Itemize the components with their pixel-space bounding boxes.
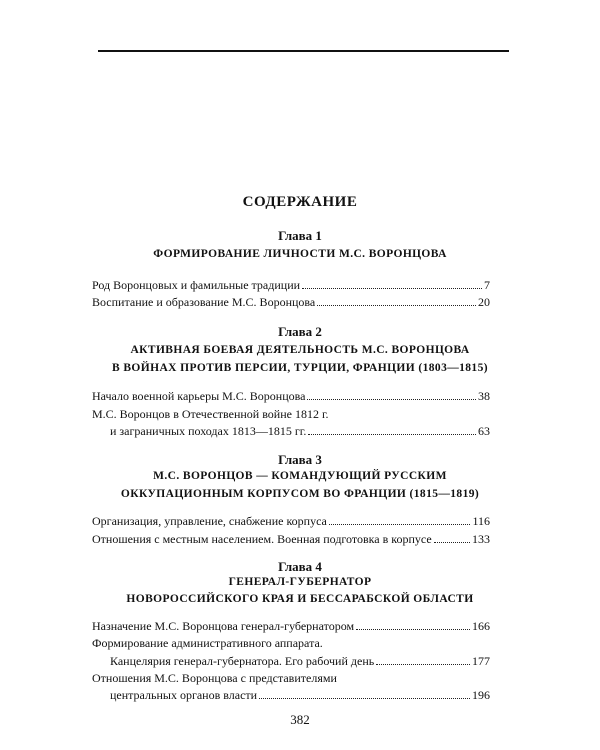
toc-entry-text: Организация, управление, снабжение корпуса (92, 514, 327, 528)
toc-entry-page: 177 (472, 654, 490, 668)
dot-leader (302, 279, 482, 289)
toc-entry-page: 7 (484, 278, 490, 292)
toc-entry-continuation: Канцелярия генерал-губернатора. Его рабочий день (110, 654, 375, 668)
chapter-1-label: Глава 1 (278, 228, 322, 243)
toc-entry[interactable] (110, 424, 490, 441)
chapter-1-title: ФОРМИРОВАНИЕ ЛИЧНОСТИ М.С. ВОРОНЦОВА (153, 248, 447, 260)
toc-entry-page: 20 (478, 295, 490, 309)
toc-entry-continuation: и заграничных походах 1813—1815 гг. (110, 424, 307, 438)
dot-leader (434, 533, 470, 543)
toc-entry-continuation: центральных органов власти (110, 688, 258, 702)
dot-leader (308, 425, 476, 435)
toc-entry[interactable] (92, 532, 490, 549)
chapter-2-title-line-1: АКТИВНАЯ БОЕВАЯ ДЕЯТЕЛЬНОСТЬ М.С. ВОРОНЦОВА (130, 344, 470, 356)
page-title: СОДЕРЖАНИЕ (242, 194, 358, 210)
toc-entry[interactable] (110, 654, 490, 671)
chapter-4-label: Глава 4 (278, 559, 322, 574)
toc-entry-page: 196 (472, 688, 490, 702)
toc-entry[interactable] (92, 514, 490, 531)
toc-entry-text: Отношения с местным населением. Военная подготовка в корпусе (92, 532, 432, 546)
dot-leader (307, 390, 476, 400)
toc-entry[interactable] (92, 619, 490, 636)
chapter-4-title-line-1: ГЕНЕРАЛ-ГУБЕРНАТОР (228, 576, 372, 588)
toc-entry[interactable] (92, 389, 490, 406)
toc-entry-text: Назначение М.С. Воронцова генерал-губернатором (92, 619, 355, 633)
dot-leader (356, 620, 470, 630)
toc-entry-page: 166 (472, 619, 490, 633)
toc-entry[interactable] (92, 278, 490, 295)
toc-entry-text: Начало военной карьеры М.С. Воронцова (92, 389, 306, 403)
chapter-3-title-line-2: ОККУПАЦИОННЫМ КОРПУСОМ ВО ФРАНЦИИ (1815—1819) (120, 488, 480, 500)
chapter-2-label: Глава 2 (278, 324, 322, 339)
top-rule (98, 50, 509, 52)
toc-entry-text[interactable]: Отношения М.С. Воронцова с представителями (92, 671, 337, 685)
toc-entry-text: Воспитание и образование М.С. Воронцова (92, 295, 316, 309)
toc-entry-text[interactable]: Формирование административного аппарата. (92, 636, 323, 650)
chapter-2-title-line-2: В ВОЙНАХ ПРОТИВ ПЕРСИИ, ТУРЦИИ, ФРАНЦИИ (1803—1815) (112, 362, 488, 374)
toc-entry-page: 133 (472, 532, 490, 546)
dot-leader (259, 689, 470, 699)
toc-entry-text: Род Воронцовых и фамильные традиции (92, 278, 301, 292)
page-number: 382 (290, 712, 310, 727)
dot-leader (329, 515, 471, 525)
toc-entry-page: 38 (478, 389, 490, 403)
chapter-3-title-line-1: М.С. ВОРОНЦОВ — КОМАНДУЮЩИЙ РУССКИМ (153, 470, 447, 482)
toc-entry[interactable] (92, 295, 490, 312)
chapter-4-title-line-2: НОВОРОССИЙСКОГО КРАЯ И БЕССАРАБСКОЙ ОБЛАСТИ (126, 593, 474, 605)
toc-entry-text[interactable]: М.С. Воронцов в Отечественной войне 1812 г. (92, 407, 329, 421)
toc-entry-page: 63 (478, 424, 490, 438)
dot-leader (317, 296, 476, 306)
toc-entry[interactable] (110, 688, 490, 705)
dot-leader (376, 655, 470, 665)
toc-entry-page: 116 (472, 514, 490, 528)
chapter-3-label: Глава 3 (278, 452, 322, 467)
